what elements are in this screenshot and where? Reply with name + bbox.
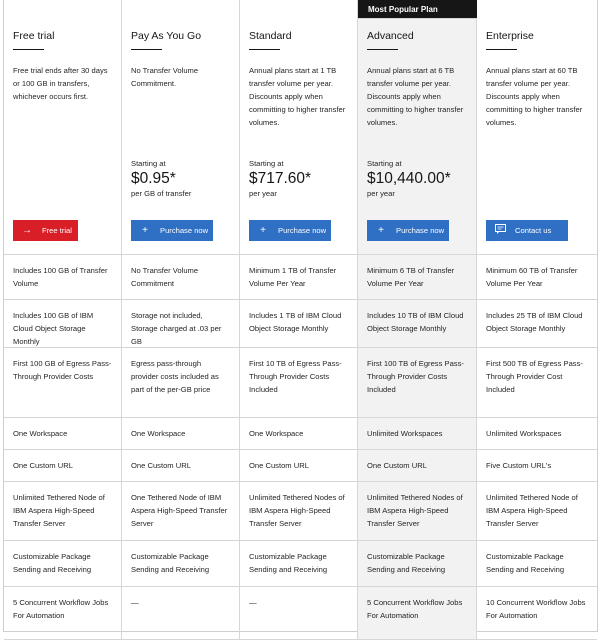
plan-name: Free trial: [13, 30, 55, 42]
plan-name: Advanced: [367, 30, 414, 42]
feature-cell: One Custom URL: [240, 450, 358, 482]
purchase-now-button[interactable]: [249, 220, 331, 241]
feature-cell: Customizable Package Sending and Receiving: [477, 541, 597, 587]
purchase-now-button[interactable]: [367, 220, 449, 241]
pricing-table: [3, 0, 598, 632]
plus-icon: +: [142, 225, 148, 236]
feature-cell: Unlimited Workspaces: [477, 418, 597, 450]
feature-cell: One Custom URL: [358, 450, 477, 482]
price-unit: per GB of transfer: [131, 189, 192, 198]
feature-cell: First 500 TB of Egress Pass-Through Provider Cost Included: [477, 348, 597, 418]
button-label: Purchase now: [278, 226, 327, 235]
divider: [486, 49, 517, 50]
price-block: [367, 159, 451, 198]
top-spacer: [477, 0, 597, 19]
top-spacer: [4, 0, 122, 19]
feature-cell: One Custom URL: [122, 450, 240, 482]
feature-cell: Includes 10 TB of IBM Cloud Object Storage Monthly: [358, 300, 477, 348]
feature-cell: Customizable Package Sending and Receiving: [122, 541, 240, 587]
button-label: Purchase now: [160, 226, 209, 235]
plan-description: Free trial ends after 30 days or 100 GB in transfers, whichever occurs first.: [13, 66, 108, 101]
starting-at-label: Starting at: [131, 159, 166, 168]
feature-cell: 10 Concurrent Workflow Jobs For Automation: [477, 587, 597, 640]
free-trial-button[interactable]: [13, 220, 78, 241]
plan-description: Annual plans start at 1 TB transfer volume per year. Discounts apply when committing to higher transfer volumes.: [249, 66, 346, 127]
feature-cell: One Workspace: [4, 418, 122, 450]
feature-cell: One Workspace: [240, 418, 358, 450]
feature-cell: Egress pass-through provider costs included as part of the per-GB price: [122, 348, 240, 418]
price: $0.95*: [131, 170, 176, 187]
plan-header-free-trial: [4, 19, 122, 255]
price-block: [131, 159, 191, 198]
plus-icon: +: [378, 225, 384, 236]
feature-cell: First 100 GB of Egress Pass-Through Provider Costs: [4, 348, 122, 418]
feature-cell: Unlimited Tethered Node of IBM Aspera High-Speed Transfer Server: [4, 482, 122, 541]
price-unit: per year: [249, 189, 277, 198]
feature-cell: First 100 TB of Egress Pass-Through Provider Costs Included: [358, 348, 477, 418]
feature-cell: One Custom URL: [4, 450, 122, 482]
price: $717.60*: [249, 170, 312, 187]
feature-cell: First 10 TB of Egress Pass-Through Provider Costs Included: [240, 348, 358, 418]
plan-header-standard: [240, 19, 358, 255]
most-popular-badge: Most Popular Plan: [358, 0, 477, 19]
top-spacer: [240, 0, 358, 19]
starting-at-label: Starting at: [249, 159, 284, 168]
feature-cell: Unlimited Workspaces: [358, 418, 477, 450]
feature-cell: Customizable Package Sending and Receiving: [358, 541, 477, 587]
feature-cell: Unlimited Tethered Node of IBM Aspera High-Speed Transfer Server: [477, 482, 597, 541]
feature-cell: Includes 100 GB of IBM Cloud Object Storage Monthly: [4, 300, 122, 348]
top-spacer: [122, 0, 240, 19]
feature-cell: 5 Concurrent Workflow Jobs For Automation: [4, 587, 122, 640]
divider: [249, 49, 280, 50]
plan-name: Enterprise: [486, 30, 534, 42]
feature-cell: No Transfer Volume Commitment: [122, 255, 240, 300]
button-label: Contact us: [515, 226, 552, 235]
feature-cell: Customizable Package Sending and Receiving: [240, 541, 358, 587]
feature-cell: —: [240, 587, 358, 640]
purchase-now-button[interactable]: [131, 220, 213, 241]
contact-us-button[interactable]: [486, 220, 568, 241]
feature-cell: Unlimited Tethered Nodes of IBM Aspera High-Speed Transfer Server: [358, 482, 477, 541]
plan-description: Annual plans start at 6 TB transfer volume per year. Discounts apply when committing to higher transfer volumes.: [367, 66, 464, 127]
divider: [131, 49, 162, 50]
feature-cell: Includes 25 TB of IBM Cloud Object Storage Monthly: [477, 300, 597, 348]
button-label: Free trial: [42, 226, 72, 235]
plan-header-pay-as-you-go: [122, 19, 240, 255]
starting-at-label: Starting at: [367, 159, 402, 168]
price-block: [249, 159, 311, 198]
arrow-right-icon: →: [22, 225, 32, 236]
feature-cell: Minimum 6 TB of Transfer Volume Per Year: [358, 255, 477, 300]
chat-icon: [494, 224, 506, 237]
plan-description: Annual plans start at 60 TB transfer volume per year. Discounts apply when committing to higher transfer volumes.: [486, 66, 583, 127]
feature-cell: 5 Concurrent Workflow Jobs For Automation: [358, 587, 477, 640]
feature-cell: Unlimited Tethered Nodes of IBM Aspera High-Speed Transfer Server: [240, 482, 358, 541]
price-unit: per year: [367, 189, 395, 198]
plan-name: Pay As You Go: [131, 30, 202, 42]
feature-cell: Minimum 60 TB of Transfer Volume Per Year: [477, 255, 597, 300]
feature-cell: Five Custom URL's: [477, 450, 597, 482]
feature-cell: —: [122, 587, 240, 640]
feature-cell: One Workspace: [122, 418, 240, 450]
divider: [13, 49, 44, 50]
feature-cell: One Tethered Node of IBM Aspera High-Speed Transfer Server: [122, 482, 240, 541]
feature-cell: Storage not included, Storage charged at .03 per GB: [122, 300, 240, 348]
feature-cell: Customizable Package Sending and Receiving: [4, 541, 122, 587]
plan-name: Standard: [249, 30, 292, 42]
button-label: Purchase now: [396, 226, 445, 235]
feature-cell: Minimum 1 TB of Transfer Volume Per Year: [240, 255, 358, 300]
plan-description: No Transfer Volume Commitment.: [131, 66, 199, 88]
divider: [367, 49, 398, 50]
plus-icon: +: [260, 225, 266, 236]
plan-header-advanced: [358, 19, 477, 255]
feature-cell: Includes 1 TB of IBM Cloud Object Storage Monthly: [240, 300, 358, 348]
price: $10,440.00*: [367, 170, 451, 187]
plan-header-enterprise: [477, 19, 597, 255]
feature-cell: Includes 100 GB of Transfer Volume: [4, 255, 122, 300]
